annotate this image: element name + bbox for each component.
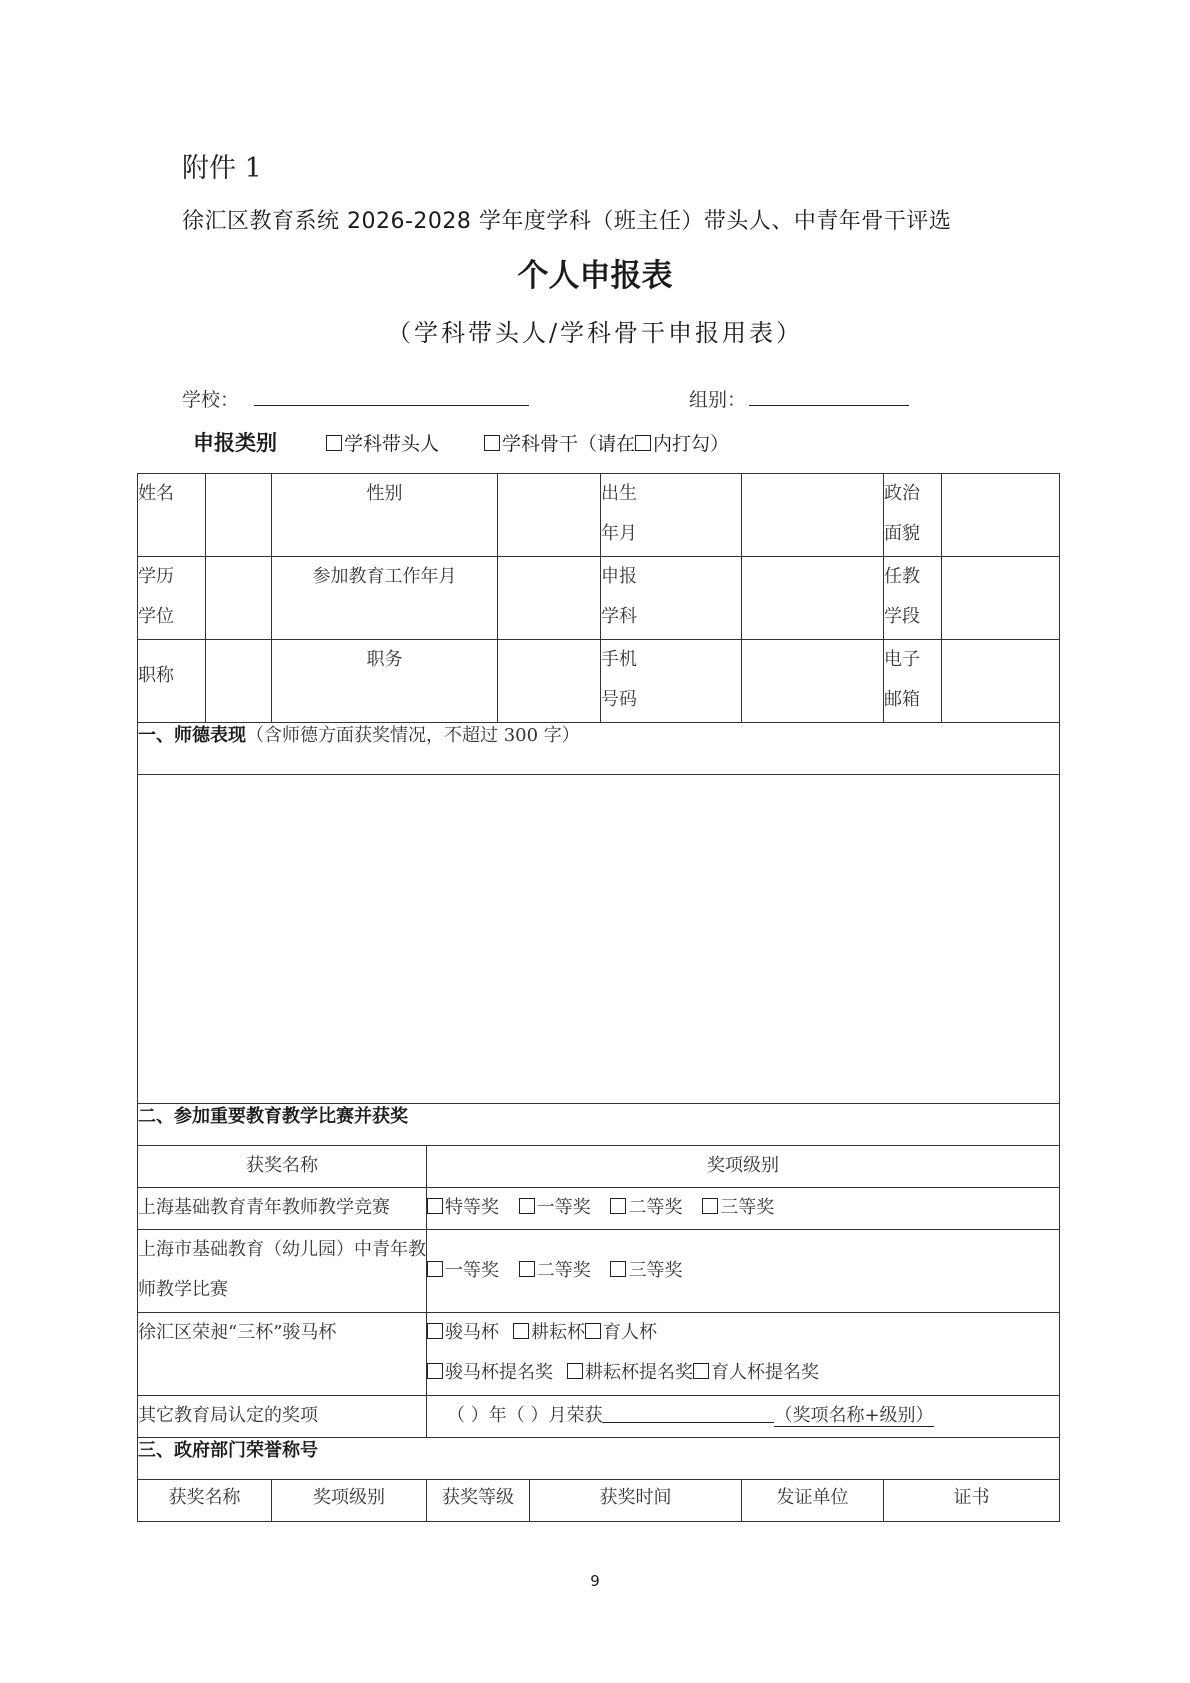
school-label: 学校：: [182, 389, 240, 411]
page-title: 个人申报表: [517, 258, 673, 294]
table-row: [138, 1188, 1060, 1230]
email-label-cell: 电子 邮箱: [884, 640, 942, 723]
section2-header: 二、参加重要教育教学比赛并获奖: [138, 1104, 1060, 1146]
honor-issuer-header: 发证单位: [742, 1480, 884, 1522]
edu-input-cell[interactable]: [206, 557, 272, 640]
honor-date-header: 获奖时间: [530, 1480, 742, 1522]
option-yuren-cup[interactable]: 育人杯: [585, 1322, 657, 1343]
checkbox[interactable]: [585, 1323, 601, 1339]
checkbox[interactable]: [427, 1198, 443, 1214]
honor-grade-header: 获奖等级: [427, 1480, 530, 1522]
option-junma-cup[interactable]: 骏马杯: [427, 1322, 499, 1343]
category-label: 申报类别: [193, 431, 277, 455]
subject-input-cell[interactable]: [742, 557, 884, 640]
table-row: [138, 1313, 1060, 1396]
honor-certificate-header: 证书: [884, 1480, 1060, 1522]
checkbox[interactable]: [326, 435, 342, 451]
position-input-cell[interactable]: [498, 640, 601, 723]
political-input-cell[interactable]: [942, 474, 1060, 557]
info-row-1: [138, 474, 1060, 557]
attachment-label: 附件 1: [182, 153, 262, 184]
form-type: （学科带头人/学科骨干申报用表）: [386, 319, 804, 347]
award-name-cell: 徐汇区荣昶“三杯”骏马杯: [138, 1313, 427, 1396]
section1-header: 一、师德表现（含师德方面获奖情况，不超过 300 字）: [138, 723, 1060, 775]
award-name-blank[interactable]: [602, 1398, 774, 1423]
honor-level-header: 奖项级别: [272, 1480, 427, 1522]
category-option-backbone[interactable]: 学科骨干（请在 内打勾）: [484, 429, 729, 456]
work-start-label-cell: 参加教育工作年月: [272, 557, 498, 640]
gender-label-cell: 性别: [272, 474, 498, 557]
phone-label-cell: 手机 号码: [601, 640, 742, 723]
section1-header-row: [138, 723, 1060, 775]
gender-input-cell[interactable]: [498, 474, 601, 557]
info-row-2: [138, 557, 1060, 640]
honor-name-header: 获奖名称: [138, 1480, 272, 1522]
table-row: [138, 1396, 1060, 1438]
info-row-3: [138, 640, 1060, 723]
group-field[interactable]: [749, 405, 909, 406]
stage-input-cell[interactable]: [942, 557, 1060, 640]
option-gengyun-cup[interactable]: 耕耘杯: [513, 1322, 585, 1343]
title-label-cell: 职称: [138, 640, 206, 723]
name-label-cell: 姓名: [138, 474, 206, 557]
checkbox[interactable]: [610, 1198, 626, 1214]
political-label-cell: 政治 面貌: [884, 474, 942, 557]
award-hint: （奖项名称+级别）: [774, 1405, 934, 1426]
category-option-leader[interactable]: 学科带头人: [326, 429, 439, 456]
school-field[interactable]: [254, 405, 529, 406]
work-start-input-cell[interactable]: [498, 557, 601, 640]
birth-input-cell[interactable]: [742, 474, 884, 557]
checkbox[interactable]: [702, 1198, 718, 1214]
phone-input-cell[interactable]: [742, 640, 884, 723]
form-subtitle: 徐汇区教育系统 2026-2028 学年度学科（班主任）带头人、中青年骨干评选: [182, 209, 952, 234]
option-second-prize[interactable]: 二等奖: [519, 1260, 591, 1281]
award-name-cell: 其它教育局认定的奖项: [138, 1396, 427, 1438]
option-first-prize[interactable]: 一等奖: [427, 1260, 499, 1281]
award-options-cell: [427, 1188, 1060, 1230]
section2-header-row: [138, 1104, 1060, 1146]
award-options-cell: （ ）年（ ）月荣获 （奖项名称+级别）: [427, 1396, 1060, 1438]
name-input-cell[interactable]: [206, 474, 272, 557]
checkbox[interactable]: [484, 435, 500, 451]
option-second-prize[interactable]: 二等奖: [610, 1197, 682, 1218]
checkbox[interactable]: [427, 1323, 443, 1339]
award-name-cell: 上海基础教育青年教师教学竞赛: [138, 1188, 427, 1230]
option-yuren-nominee[interactable]: 育人杯提名奖: [693, 1362, 819, 1383]
checkbox-hint-icon: [635, 435, 651, 451]
award-name-cell: 上海市基础教育（幼儿园）中青年教 师教学比赛: [138, 1230, 427, 1313]
checkbox[interactable]: [519, 1198, 535, 1214]
award-level-header: 奖项级别: [427, 1146, 1060, 1188]
checkbox[interactable]: [567, 1363, 583, 1379]
title-input-cell[interactable]: [206, 640, 272, 723]
email-input-cell[interactable]: [942, 640, 1060, 723]
option-special-prize[interactable]: 特等奖: [427, 1197, 499, 1218]
edu-label-cell: 学历 学位: [138, 557, 206, 640]
stage-label-cell: 任教 学段: [884, 557, 942, 640]
award-options-cell: [427, 1230, 1060, 1313]
checkbox[interactable]: [513, 1323, 529, 1339]
section3-header: 三、政府部门荣誉称号: [138, 1438, 1060, 1480]
option-first-prize[interactable]: 一等奖: [519, 1197, 591, 1218]
award-options-cell: [427, 1313, 1060, 1396]
section1-body-row: [138, 775, 1060, 1104]
ethics-text-area[interactable]: [138, 775, 1060, 1104]
checkbox[interactable]: [519, 1261, 535, 1277]
option-third-prize[interactable]: 三等奖: [610, 1260, 682, 1281]
checkbox[interactable]: [693, 1363, 709, 1379]
checkbox[interactable]: [427, 1261, 443, 1277]
checkbox[interactable]: [610, 1261, 626, 1277]
subject-label-cell: 申报 学科: [601, 557, 742, 640]
application-form-table: [137, 473, 1060, 1522]
page-number: 9: [590, 1572, 600, 1590]
group-label: 组别：: [689, 389, 747, 411]
section3-header-row: [138, 1438, 1060, 1480]
option-gengyun-nominee[interactable]: 耕耘杯提名奖: [567, 1362, 693, 1383]
position-label-cell: 职务: [272, 640, 498, 723]
section3-col-header-row: [138, 1480, 1060, 1522]
award-name-header: 获奖名称: [138, 1146, 427, 1188]
checkbox[interactable]: [427, 1363, 443, 1379]
option-junma-nominee[interactable]: 骏马杯提名奖: [427, 1362, 553, 1383]
birth-label-cell: 出生 年月: [601, 474, 742, 557]
section2-col-header-row: [138, 1146, 1060, 1188]
table-row: [138, 1230, 1060, 1313]
option-third-prize[interactable]: 三等奖: [702, 1197, 774, 1218]
